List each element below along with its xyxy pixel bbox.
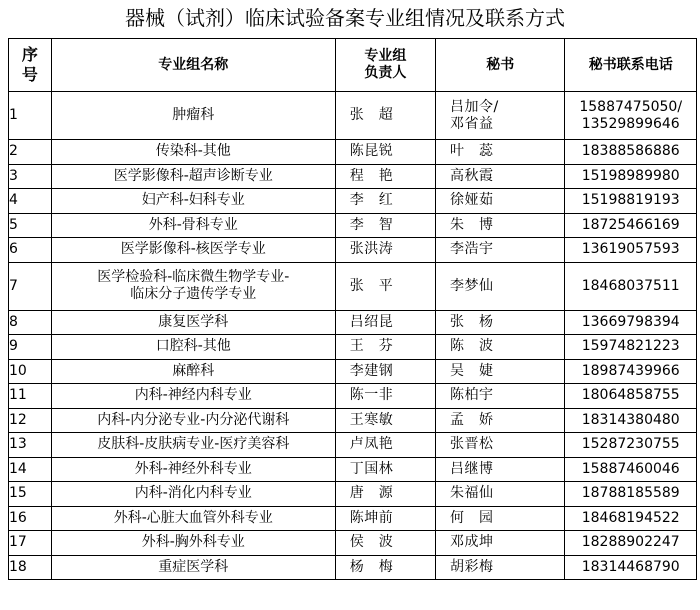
cell-lead: 张洪涛: [335, 238, 435, 263]
table-row: [9, 359, 697, 384]
header-no-label: 序号: [21, 45, 38, 84]
cell-no: 10: [9, 359, 52, 384]
cell-name: 外科-心脏大血管外科专业: [51, 506, 335, 531]
cell-secretary: 陈 波: [435, 335, 564, 360]
table-row: [9, 482, 697, 507]
cell-secretary: 李梦仙: [435, 262, 564, 310]
cell-lead: 李 智: [335, 213, 435, 238]
cell-no: 9: [9, 335, 52, 360]
cell-name: 口腔科-其他: [51, 335, 335, 360]
cell-phone: 15974821223: [565, 335, 697, 360]
table-row: [9, 335, 697, 360]
cell-phone: 15198819193: [565, 189, 697, 214]
cell-no: 15: [9, 482, 52, 507]
cell-secretary: 徐娅茹: [435, 189, 564, 214]
cell-phone: 18987439966: [565, 359, 697, 384]
cell-no: 17: [9, 531, 52, 556]
cell-name: 皮肤科-皮肤病专业-医疗美容科: [51, 433, 335, 458]
cell-secretary: 邓成坤: [435, 531, 564, 556]
cell-name: 肿瘤科: [51, 92, 335, 140]
cell-lead: 李 红: [335, 189, 435, 214]
cell-lead: 陈昆锐: [335, 140, 435, 165]
cell-phone: 18468194522: [565, 506, 697, 531]
cell-name: 传染科-其他: [51, 140, 335, 165]
cell-name: 康复医学科: [51, 310, 335, 335]
table-row: [9, 92, 697, 140]
cell-phone: 18788185589: [565, 482, 697, 507]
cell-no: 1: [9, 92, 52, 140]
cell-secretary: 孟 娇: [435, 408, 564, 433]
table-row: [9, 213, 697, 238]
cell-secretary: 叶 蕊: [435, 140, 564, 165]
cell-secretary: 李浩宇: [435, 238, 564, 263]
cell-secretary-line2: 邓省益: [449, 115, 494, 132]
cell-lead: 程 艳: [335, 164, 435, 189]
cell-secretary: 吴 婕: [435, 359, 564, 384]
cell-name: 内科-神经内科专业: [51, 384, 335, 409]
cell-name: 妇产科-妇科专业: [51, 189, 335, 214]
page-title: 器械（试剂）临床试验备案专业组情况及联系方式: [125, 6, 565, 30]
cell-phone-line1: 15887475050/: [579, 98, 683, 115]
cell-no: 4: [9, 189, 52, 214]
cell-lead: 唐 源: [335, 482, 435, 507]
cell-phone: 18725466169: [565, 213, 697, 238]
cell-lead: 陈坤前: [335, 506, 435, 531]
cell-no: 3: [9, 164, 52, 189]
cell-no: 8: [9, 310, 52, 335]
cell-phone: 18468037511: [565, 262, 697, 310]
cell-lead: 陈一非: [335, 384, 435, 409]
table-row: [9, 140, 697, 165]
contact-table: [8, 38, 697, 580]
cell-no: 16: [9, 506, 52, 531]
cell-phone: 13669798394: [565, 310, 697, 335]
cell-phone: 15198989980: [565, 164, 697, 189]
cell-secretary: 吕继博: [435, 457, 564, 482]
cell-lead: 卢凤艳: [335, 433, 435, 458]
cell-no: 2: [9, 140, 52, 165]
cell-phone: 18314468790: [565, 555, 697, 580]
cell-lead: 杨 梅: [335, 555, 435, 580]
cell-name-line2: 临床分子遗传学专业: [130, 286, 257, 302]
cell-secretary: 张晋松: [435, 433, 564, 458]
table-row: [9, 531, 697, 556]
cell-lead: 吕绍昆: [335, 310, 435, 335]
table-header-row: [9, 39, 697, 92]
table-row: [9, 238, 697, 263]
cell-no: 7: [9, 262, 52, 310]
cell-name: 重症医学科: [51, 555, 335, 580]
cell-name: 外科-骨科专业: [51, 213, 335, 238]
header-lead-line1: 专业组: [364, 48, 407, 64]
cell-name: 外科-神经外科专业: [51, 457, 335, 482]
table-row: [9, 506, 697, 531]
cell-secretary-line1: 吕加令/: [449, 98, 499, 115]
cell-phone: 18314380480: [565, 408, 697, 433]
cell-name: [51, 262, 335, 310]
cell-no: 13: [9, 433, 52, 458]
cell-no: 14: [9, 457, 52, 482]
cell-phone: 15287230755: [565, 433, 697, 458]
cell-phone: 13619057593: [565, 238, 697, 263]
cell-phone: [565, 92, 697, 140]
cell-name: 医学影像科-超声诊断专业: [51, 164, 335, 189]
cell-no: 5: [9, 213, 52, 238]
table-row: [9, 164, 697, 189]
cell-phone-line2: 13529899646: [581, 115, 680, 132]
cell-secretary: 张 杨: [435, 310, 564, 335]
cell-no: 11: [9, 384, 52, 409]
table-row: [9, 555, 697, 580]
cell-secretary: 胡彩梅: [435, 555, 564, 580]
table-row: [9, 262, 697, 310]
cell-secretary: 朱 博: [435, 213, 564, 238]
cell-name: 医学影像科-核医学专业: [51, 238, 335, 263]
cell-phone: 15887460046: [565, 457, 697, 482]
table-row: [9, 433, 697, 458]
cell-no: 18: [9, 555, 52, 580]
cell-secretary: 高秋霞: [435, 164, 564, 189]
cell-lead: 侯 波: [335, 531, 435, 556]
cell-name: 外科-胸外科专业: [51, 531, 335, 556]
cell-phone: 18388586886: [565, 140, 697, 165]
cell-lead: 张 超: [335, 92, 435, 140]
cell-phone: 18288902247: [565, 531, 697, 556]
cell-no: 6: [9, 238, 52, 263]
header-phone: 秘书联系电话: [565, 39, 697, 92]
cell-lead: 丁国林: [335, 457, 435, 482]
table-row: [9, 310, 697, 335]
cell-secretary: [435, 92, 564, 140]
header-secretary: 秘书: [435, 39, 564, 92]
table-row: [9, 189, 697, 214]
cell-lead: 李建钢: [335, 359, 435, 384]
cell-secretary: 陈柏宇: [435, 384, 564, 409]
table-row: [9, 384, 697, 409]
header-lead-line2: 负责人: [364, 65, 407, 81]
cell-name: 内科-消化内科专业: [51, 482, 335, 507]
cell-secretary: 何 园: [435, 506, 564, 531]
cell-phone: 18064858755: [565, 384, 697, 409]
table-row: [9, 457, 697, 482]
cell-name-line1: 医学检验科-临床微生物学专业-: [97, 269, 290, 285]
cell-lead: 王寒敏: [335, 408, 435, 433]
header-name: 专业组名称: [51, 39, 335, 92]
header-lead: [335, 39, 435, 92]
cell-name: 内科-内分泌专业-内分泌代谢科: [51, 408, 335, 433]
cell-name: 麻醉科: [51, 359, 335, 384]
table-row: [9, 408, 697, 433]
cell-lead: 王 芬: [335, 335, 435, 360]
cell-lead: 张 平: [335, 262, 435, 310]
cell-secretary: 朱福仙: [435, 482, 564, 507]
header-no: [9, 39, 52, 92]
cell-no: 12: [9, 408, 52, 433]
